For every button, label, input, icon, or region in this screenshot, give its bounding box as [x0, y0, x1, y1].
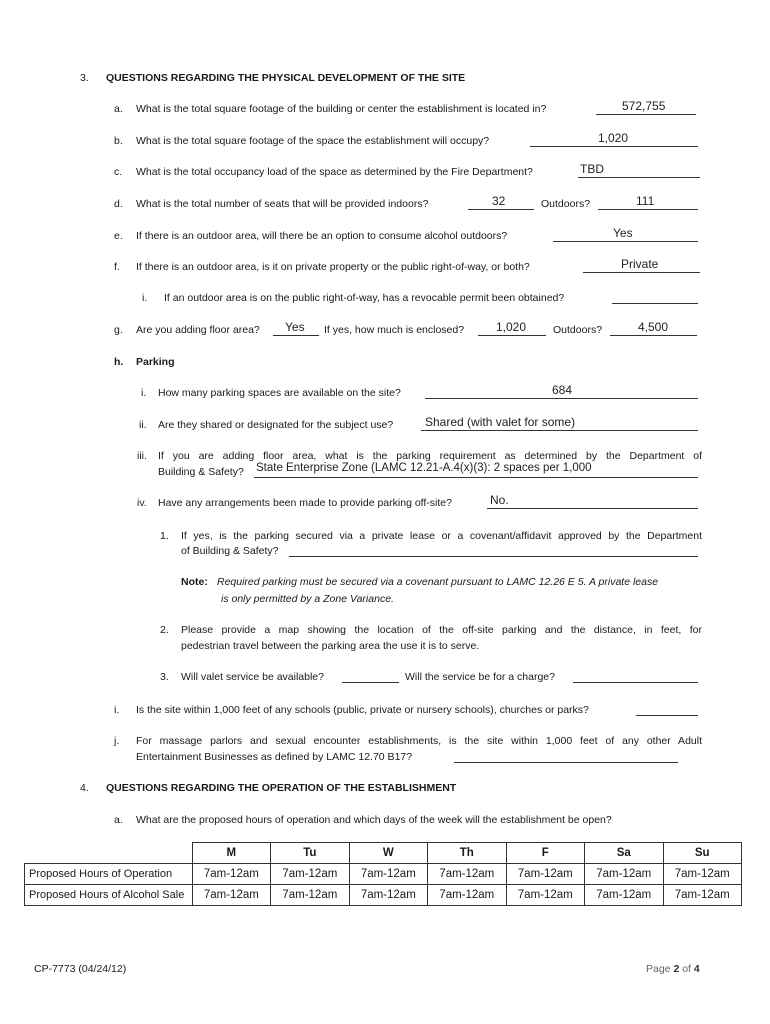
day-header-tue: Tu [271, 843, 349, 864]
item-g-enclosed-answer[interactable]: 1,020 [496, 320, 527, 334]
item-g-outdoors-label: Outdoors? [553, 324, 603, 336]
item-a-answer-line [596, 114, 696, 115]
hours-corner-cell [25, 843, 193, 864]
item-d-indoor-line [468, 209, 534, 210]
page-of-word: of [682, 963, 691, 975]
item-b-letter: b. [114, 135, 123, 147]
hours-header-row [25, 843, 742, 864]
alcohol-hours-sun[interactable]: 7am-12am [663, 885, 742, 906]
parking-ii-answer-line [421, 430, 698, 431]
item-d-question: What is the total number of seats that will be provided indoors? [136, 198, 429, 210]
operation-hours-mon[interactable]: 7am-12am [192, 864, 270, 885]
offsite-2-question-line2: pedestrian travel between the parking area the use it is to serve. [181, 640, 480, 652]
operation-hours-fri[interactable]: 7am-12am [506, 864, 584, 885]
item-e-letter: e. [114, 230, 123, 242]
item-g-answer[interactable]: Yes [285, 320, 305, 334]
item-f-i-number: i. [142, 292, 148, 304]
item-j-question-line2: Entertainment Businesses as defined by LAMC 12.70 B17? [136, 751, 413, 763]
item-g-letter: g. [114, 324, 123, 336]
form-id: CP-7773 (04/24/12) [34, 963, 127, 975]
alcohol-hours-mon[interactable]: 7am-12am [192, 885, 270, 906]
item-a-answer[interactable]: 572,755 [622, 99, 666, 113]
item-i-answer-line[interactable] [636, 715, 698, 716]
item-d-outdoor-answer[interactable]: 111 [636, 194, 655, 208]
day-header-sun: Su [663, 843, 742, 864]
parking-iv-number: iv. [137, 497, 147, 509]
table-row [25, 885, 742, 906]
item-b-question: What is the total square footage of the space the establishment will occupy? [136, 135, 490, 147]
offsite-1-question-line1: If yes, is the parking secured via a private lease or a covenant/affidavit approved by the Department [181, 530, 702, 542]
parking-ii-number: ii. [139, 419, 147, 431]
valet-question: Will valet service be available? [181, 671, 324, 683]
section-3-number: 3. [80, 72, 89, 84]
page-number [646, 963, 700, 975]
alcohol-hours-wed[interactable]: 7am-12am [349, 885, 427, 906]
day-header-wed: W [349, 843, 427, 864]
item-j-letter: j. [114, 735, 120, 747]
item-f-letter: f. [114, 261, 120, 273]
valet-answer-line[interactable] [342, 682, 399, 683]
item-a-question: What is the total square footage of the building or center the establishment is located in? [136, 103, 547, 115]
item-i-question: Is the site within 1,000 feet of any schools (public, private or nursery schools), churches or parks? [136, 704, 589, 716]
valet-charge-answer-line[interactable] [573, 682, 698, 683]
item-i-letter: i. [114, 704, 120, 716]
item-g-enclosed-line [478, 335, 546, 336]
section-4-a-letter: a. [114, 814, 123, 826]
item-j-question-line1: For massage parlors and sexual encounter establishments, is the site within 1,000 feet of any other Adult [136, 735, 702, 747]
section-4-a-question: What are the proposed hours of operation and which days of the week will the establishment be open? [136, 814, 612, 826]
item-f-i-answer-line[interactable] [612, 303, 698, 304]
alcohol-hours-sat[interactable]: 7am-12am [585, 885, 663, 906]
operation-hours-sun[interactable]: 7am-12am [663, 864, 742, 885]
valet-charge-question: Will the service be for a charge? [405, 671, 555, 683]
offsite-3-number: 3. [160, 671, 169, 683]
parking-i-question: How many parking spaces are available on the site? [158, 387, 401, 399]
item-c-answer[interactable]: TBD [580, 162, 604, 176]
note-label: Note: [181, 576, 208, 588]
parking-ii-question: Are they shared or designated for the subject use? [158, 419, 394, 431]
row-label-alcohol: Proposed Hours of Alcohol Sale [25, 885, 193, 906]
item-e-answer-line [553, 241, 698, 242]
day-header-thu: Th [428, 843, 506, 864]
operation-hours-thu[interactable]: 7am-12am [428, 864, 506, 885]
day-header-mon: M [192, 843, 270, 864]
hours-table [24, 842, 742, 906]
item-b-answer-line [530, 146, 698, 147]
item-c-answer-line [578, 177, 700, 178]
parking-iv-answer[interactable]: No. [490, 493, 509, 507]
table-row [25, 864, 742, 885]
item-c-question: What is the total occupancy load of the space as determined by the Fire Department? [136, 166, 533, 178]
item-f-answer-line [583, 272, 700, 273]
item-b-answer[interactable]: 1,020 [598, 131, 629, 145]
offsite-1-number: 1. [160, 530, 169, 542]
parking-iii-question-line2: Building & Safety? [158, 466, 244, 478]
alcohol-hours-thu[interactable]: 7am-12am [428, 885, 506, 906]
parking-i-answer[interactable]: 684 [552, 383, 573, 397]
note-text-line1: Required parking must be secured via a covenant pursuant to LAMC 12.26 E 5. A private lease [217, 576, 659, 588]
item-d-indoor-answer[interactable]: 32 [492, 194, 506, 208]
item-d-outdoors-label: Outdoors? [541, 198, 591, 210]
item-d-outdoor-line [598, 209, 698, 210]
offsite-1-answer-line[interactable] [289, 556, 698, 557]
item-f-i-question: If an outdoor area is on the public right-of-way, has a revocable permit been obtained? [164, 292, 565, 304]
item-h-letter: h. [114, 356, 124, 368]
parking-iii-question-line1: If you are adding floor area, what is the parking requirement as determined by the Department of [158, 450, 702, 462]
page-word: Page [646, 963, 671, 975]
item-f-question: If there is an outdoor area, is it on private property or the public right-of-way, or both? [136, 261, 530, 273]
offsite-2-question-line1: Please provide a map showing the location of the off-site parking and the distance, in feet, for [181, 624, 702, 636]
alcohol-hours-fri[interactable]: 7am-12am [506, 885, 584, 906]
section-4-title: QUESTIONS REGARDING THE OPERATION OF THE ESTABLISHMENT [106, 782, 457, 794]
day-header-fri: F [506, 843, 584, 864]
item-e-question: If there is an outdoor area, will there be an option to consume alcohol outdoors? [136, 230, 508, 242]
section-4-number: 4. [80, 782, 89, 794]
day-header-sat: Sa [585, 843, 663, 864]
parking-iii-answer[interactable]: State Enterprise Zone (LAMC 12.21-A.4(x)(3): 2 spaces per 1,000 [256, 462, 592, 474]
offsite-2-number: 2. [160, 624, 169, 636]
operation-hours-wed[interactable]: 7am-12am [349, 864, 427, 885]
operation-hours-sat[interactable]: 7am-12am [585, 864, 663, 885]
item-g-outdoors-line [610, 335, 697, 336]
item-e-answer[interactable]: Yes [613, 226, 633, 240]
parking-iii-answer-line [254, 477, 698, 478]
row-label-operation: Proposed Hours of Operation [25, 864, 193, 885]
parking-iv-question: Have any arrangements been made to provide parking off-site? [158, 497, 452, 509]
parking-iv-answer-line [487, 508, 698, 509]
page-current: 2 [673, 963, 680, 975]
item-d-letter: d. [114, 198, 123, 210]
item-a-letter: a. [114, 103, 123, 115]
parking-heading: Parking [136, 356, 175, 368]
item-g-question: Are you adding floor area? [136, 324, 260, 336]
operation-hours-tue[interactable]: 7am-12am [271, 864, 349, 885]
item-f-answer[interactable]: Private [621, 257, 659, 271]
item-c-letter: c. [114, 166, 123, 178]
item-g-outdoors-answer[interactable]: 4,500 [638, 320, 669, 334]
item-j-answer-line[interactable] [454, 762, 678, 763]
offsite-1-question-line2: of Building & Safety? [181, 545, 279, 557]
page-total: 4 [693, 963, 700, 975]
parking-iii-number: iii. [137, 450, 147, 462]
item-g-enclosed-label: If yes, how much is enclosed? [324, 324, 465, 336]
parking-i-number: i. [141, 387, 147, 399]
parking-i-answer-line [425, 398, 698, 399]
parking-ii-answer[interactable]: Shared (with valet for some) [425, 415, 576, 429]
note-text-line2: is only permitted by a Zone Variance. [221, 593, 394, 605]
section-3-title: QUESTIONS REGARDING THE PHYSICAL DEVELOPMENT OF THE SITE [106, 72, 466, 84]
alcohol-hours-tue[interactable]: 7am-12am [271, 885, 349, 906]
item-g-answer-line [273, 335, 319, 336]
